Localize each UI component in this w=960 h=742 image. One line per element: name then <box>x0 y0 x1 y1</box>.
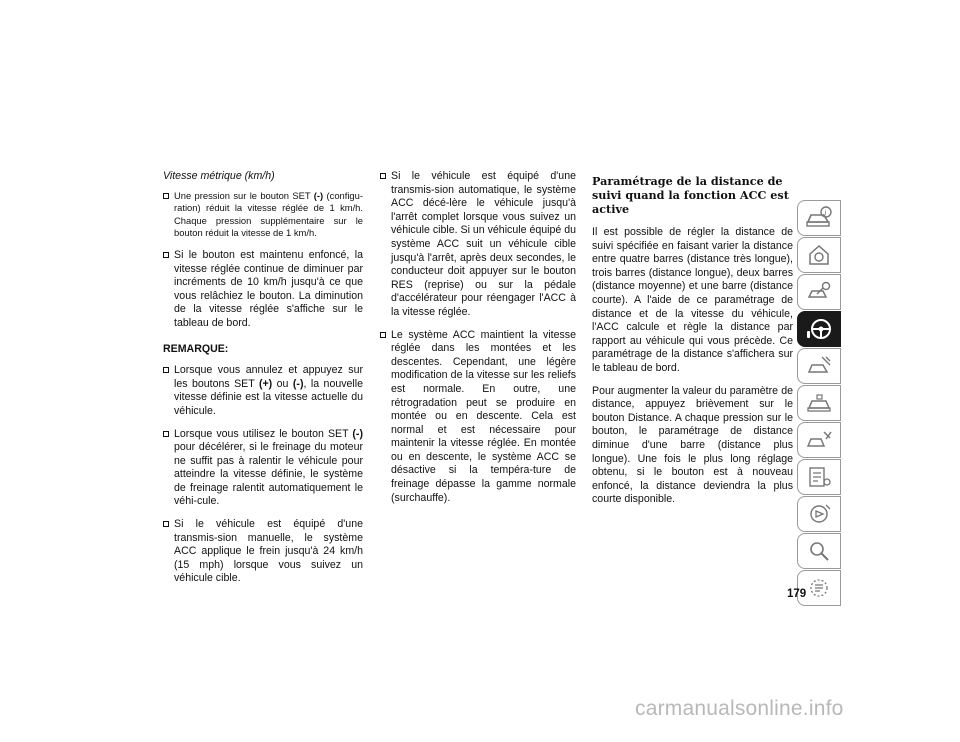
tab-car-emergency[interactable] <box>797 385 841 421</box>
svg-text:i: i <box>824 209 827 217</box>
bullet-square-icon <box>163 193 169 199</box>
watermark: carmanualsonline.info <box>635 697 844 720</box>
paragraph: Pour augmenter la valeur du paramètre de distance, appuyez brièvement sur le bouton Distance. A chaque pression sur le bouton, le paramétrage de distance diminue d'une barre (distance plus longue). Une fois le plus long réglage obtenu, si le bouton est à nouveau enfoncé, la distance deviendra la plus courte disponible. <box>592 384 793 506</box>
chapter-tabs <box>797 200 841 607</box>
bullet-square-icon <box>380 332 386 338</box>
tab-car-service[interactable] <box>797 422 841 458</box>
metric-speed-subheading: Vitesse métrique (km/h) <box>163 170 275 182</box>
left-column <box>163 170 363 595</box>
bullet-square-icon <box>163 431 169 437</box>
tab-steering-wheel[interactable] <box>797 311 841 347</box>
list-item: Une pression sur le bouton SET (-) (configu-ration) réduit la vitesse réglée de 1 km/h. Chaque pression supplémentaire sur le bouton réduit la vitesse de 1 km/h. <box>163 190 363 240</box>
tab-specifications[interactable] <box>797 459 841 495</box>
section-heading: Paramétrage de la distance de suivi quand la fonction ACC est active <box>592 174 789 216</box>
car-emergency-icon <box>804 390 834 416</box>
tab-car-key[interactable] <box>797 274 841 310</box>
list-item: Si le véhicule est équipé d'une transmis-sion manuelle, le système ACC applique le frein jusqu'à 24 km/h (15 mph) lorsque vous suivez un véhicule cible. <box>163 518 363 586</box>
search-index-icon <box>804 538 834 564</box>
tab-multimedia[interactable] <box>797 496 841 532</box>
multimedia-icon <box>804 501 834 527</box>
page-number: 179 <box>787 588 807 600</box>
metric-speed-list <box>163 190 363 331</box>
note-list <box>163 364 363 586</box>
tab-car-safety[interactable] <box>797 348 841 384</box>
car-key-icon <box>804 279 834 305</box>
list-item: Lorsque vous utilisez le bouton SET (-) pour décélérer, si le freinage du moteur ne suffit pas à ralentir le véhicule pour atteindre la vitesse définie, le système de freinage ralentit automatiquement le véhi-cule. <box>163 428 363 510</box>
acc-behavior-list <box>380 170 576 505</box>
tab-search-index[interactable] <box>797 533 841 569</box>
steering-wheel-icon <box>804 316 834 342</box>
car-service-icon <box>804 427 834 453</box>
note-label: REMARQUE: <box>163 342 229 355</box>
bullet-square-icon <box>163 252 169 258</box>
list-item: Si le bouton est maintenu enfoncé, la vitesse réglée continue de diminuer par incréments de 10 km/h jusqu'à ce que vous relâchiez le bouton. La diminution de la vitesse réglée s'affiche sur le tableau de bord. <box>163 249 363 331</box>
car-info-icon <box>804 205 834 231</box>
specifications-icon <box>804 464 834 490</box>
languages-icon <box>804 575 834 601</box>
right-column <box>592 170 793 516</box>
bullet-square-icon <box>163 367 169 373</box>
car-safety-icon <box>804 353 834 379</box>
middle-column <box>380 170 576 514</box>
warning-lights-icon <box>804 242 834 268</box>
list-item: Si le véhicule est équipé d'une transmis-sion automatique, le système ACC décé-lère le véhicule jusqu'à l'arrêt complet lorsque vous suivez un véhicule cible. Si un véhicule équipé du système ACC suit un véhicule cible jusqu'à l'arrêt, après deux secondes, le conducteur doit appuyer sur le bouton RES (reprise) ou sur la pédale d'accélérateur pour réengager l'ACC à la vitesse réglée. <box>380 170 576 320</box>
list-item: Lorsque vous annulez et appuyez sur les boutons SET (+) ou (-), la nouvelle vitesse définie est la vitesse actuelle du véhicule. <box>163 364 363 418</box>
list-item: Le système ACC maintient la vitesse réglée dans les montées et les descentes. Cependant, une légère modification de la vitesse sur les reliefs est normale. En outre, une rétrogradation peut se produire en montée ou en descente. Cela est normal et est nécessaire pour maintenir la vitesse réglée. En montée ou en descente, le système ACC se désactive si la tempéra-ture de freinage dépasse la gamme normale (surchauffe). <box>380 329 576 506</box>
paragraph: Il est possible de régler la distance de suivi spécifiée en faisant varier la distance entre quatre barres (distance très longue), trois barres (distance longue), deux barres (distance moyenne) et une barre (distance courte). A l'aide de ce paramétrage de distance et de la vitesse du véhicule, l'ACC calcule et règle la distance par rapport au véhicule qui vous précède. Ce paramétrage de la distance s'affichera sur le tableau de bord. <box>592 226 793 374</box>
bullet-square-icon <box>380 173 386 179</box>
tab-car-info[interactable] <box>797 200 841 236</box>
tab-warning-lights[interactable] <box>797 237 841 273</box>
bullet-square-icon <box>163 521 169 527</box>
